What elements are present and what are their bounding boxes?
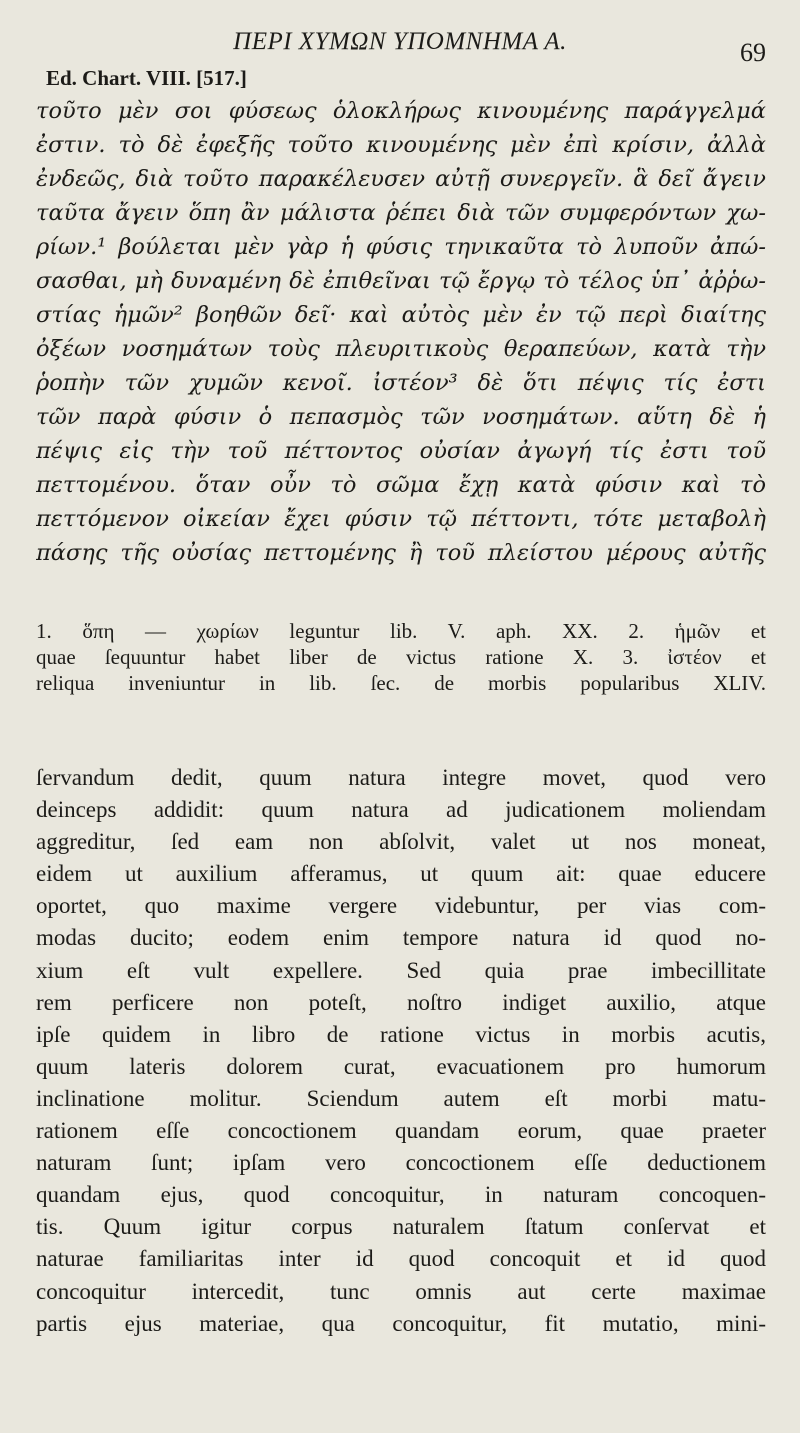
latin-text-line: partis ejus materiae, qua concoquitur, fit mutatio, mini- — [36, 1310, 766, 1336]
greek-text-line: τοῦτο μὲν σοι φύσεως ὁλοκλήρως κινουμένης παράγγελμά — [36, 98, 766, 124]
latin-text-line: naturae familiaritas inter id quod concoquit et id quod — [36, 1246, 766, 1272]
greek-text-line: ταῦτα ἄγειν ὅπη ἂν μάλιστα ῥέπει διὰ τῶν συμφερόντων χω- — [36, 200, 766, 226]
greek-text-line: ὀξέων νοσημάτων τοὺς πλευριτικοὺς θεραπεύων, κατὰ τὴν — [36, 336, 766, 362]
footnote-line: quae ſequuntur habet liber de victus ratione X. 3. ἰστέον et — [36, 645, 766, 669]
greek-text-line: σασθαι, μὴ δυναμένη δὲ ἐπιθεῖναι τῷ ἔργῳ τὸ τέλος ὑπ᾽ ἀῤῥω- — [36, 268, 766, 294]
latin-text-line: rem perficere non poteſt, noſtro indiget auxilio, atque — [36, 989, 766, 1015]
footnote-line: reliqua inveniuntur in lib. ſec. de morbis popularibus XLIV. — [36, 671, 766, 695]
latin-text-line: deinceps addidit: quum natura ad judicationem moliendam — [36, 797, 766, 823]
edition-reference: Ed. Chart. VIII. [517.] — [46, 66, 247, 90]
latin-text-block — [36, 762, 766, 1340]
latin-text-line: tis. Quum igitur corpus naturalem ſtatum conſervat et — [36, 1214, 766, 1240]
latin-text-line: naturam ſunt; ipſam vero concoctionem eſſe deductionem — [36, 1150, 766, 1176]
greek-text-line: πέψις εἰς τὴν τοῦ πέττοντος οὐσίαν ἀγωγή τίς ἐστι τοῦ — [36, 438, 766, 464]
greek-text-line: ῥοπὴν τῶν χυμῶν κενοῖ. ἰστέον³ δὲ ὅτι πέψις τίς ἐστι — [36, 370, 766, 396]
page-number: 69 — [740, 38, 766, 67]
greek-text-line: ἐνδεῶς, διὰ τοῦτο παρακέλευσεν αὐτῇ συνεργεῖν. ἃ δεῖ ἄγειν — [36, 166, 766, 192]
latin-text-line: rationem eſſe concoctionem quandam eorum, quae praeter — [36, 1118, 766, 1144]
latin-text-line: ipſe quidem in libro de ratione victus in morbis acutis, — [36, 1021, 766, 1047]
latin-text-line: aggreditur, ſed eam non abſolvit, valet ut nos moneat, — [36, 829, 766, 855]
latin-text-line: modas ducito; eodem enim tempore natura id quod no- — [36, 925, 766, 951]
latin-text-line: concoquitur intercedit, tunc omnis aut certe maximae — [36, 1278, 766, 1304]
latin-text-line: quum lateris dolorem curat, evacuationem pro humorum — [36, 1053, 766, 1079]
greek-text-line: τῶν παρὰ φύσιν ὁ πεπασμὸς τῶν νοσημάτων. αὕτη δὲ ἡ — [36, 404, 766, 430]
greek-text-block — [36, 94, 766, 570]
footnotes-block — [36, 618, 766, 696]
latin-text-line: ſervandum dedit, quum natura integre movet, quod vero — [36, 765, 766, 790]
latin-text-line: oportet, quo maxime vergere videbuntur, per vias com- — [36, 893, 766, 919]
latin-text-line: quandam ejus, quod concoquitur, in naturam concoquen- — [36, 1182, 766, 1208]
greek-text-line: πάσης τῆς οὐσίας πεττομένης ἢ τοῦ πλείστου μέρους αὐτῆς — [36, 540, 766, 566]
greek-text-line: ρίων.¹ βούλεται μὲν γὰρ ἡ φύσις τηνικαῦτα τὸ λυποῦν ἀπώ- — [36, 234, 766, 260]
latin-text-line: inclinatione molitur. Sciendum autem eſt morbi matu- — [36, 1085, 766, 1111]
greek-text-line: πεττομένου. ὅταν οὖν τὸ σῶμα ἔχῃ κατὰ φύσιν καὶ τὸ — [36, 472, 766, 498]
latin-text-line: xium eſt vult expellere. Sed quia prae imbecillitate — [36, 957, 766, 983]
greek-text-line: ἐστιν. τὸ δὲ ἐφεξῆς τοῦτο κινουμένης μὲν ἐπὶ κρίσιν, ἀλλὰ — [36, 132, 766, 158]
running-header-title: ΠΕΡΙ ΧΥΜΩΝ ΥΠΟΜΝΗΜΑ Α. — [233, 28, 567, 55]
latin-text-line: eidem ut auxilium afferamus, ut quum ait: quae educere — [36, 861, 766, 887]
greek-text-line: στίας ἡμῶν² βοηθῶν δεῖ· καὶ αὐτὸς μὲν ἐν τῷ περὶ διαίτης — [36, 302, 766, 328]
footnote-line: 1. ὅπη — χωρίων leguntur lib. V. aph. XX. 2. ἡμῶν et — [36, 619, 766, 643]
greek-text-line: πεττόμενον οἰκείαν ἔχει φύσιν τῷ πέττοντι, τότε μεταβολὴ — [36, 506, 766, 532]
